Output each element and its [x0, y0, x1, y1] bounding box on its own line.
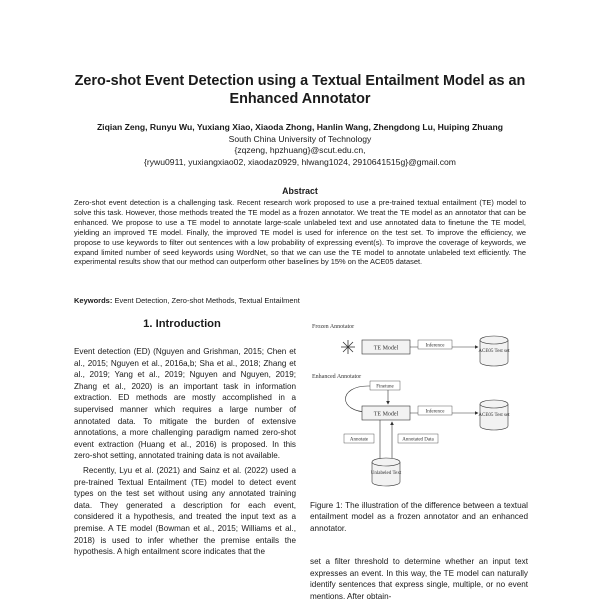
- annotated-data-label: Annotated Data: [402, 437, 434, 443]
- annotate-label: Annotate: [349, 437, 369, 443]
- right-column-text: set a filter threshold to determine whether an input text expresses an event. In this way, the TE model can naturally identify sentences that express single, multiple, or no event mentions. After obtain-: [310, 557, 528, 601]
- intro-paragraph-2: Recently, Lyu et al. (2021) and Sainz et al. (2022) used a pre-trained Textual Entailment (TE) model to detect event types on the test set without using any annotated training data. They generated a description for each event, considered it a hypothesis, and treated the input text as a premise. A TE model (Bowman et al., 2015; Williams et al., 2018) is used to infer whether the premise entails the hypothesis. A high entailment score indicates that the: [74, 465, 296, 557]
- te-model-label-enhanced: TE Model: [373, 411, 399, 418]
- figure-1-diagram: [308, 316, 528, 488]
- finetune-label: Finetune: [376, 384, 394, 390]
- unlabeled-text-cylinder: [371, 458, 402, 486]
- snowflake-icon: [341, 340, 355, 354]
- enhanced-annotator-label: Enhanced Annotator: [312, 374, 362, 380]
- paper-title: Zero-shot Event Detection using a Textual Entailment Model as an Enhanced Annotator: [74, 73, 526, 107]
- keywords-text: Event Detection, Zero-shot Methods, Textual Entailment: [114, 296, 300, 305]
- te-model-label-frozen: TE Model: [373, 345, 399, 352]
- author-names: Ziqian Zeng, Runyu Wu, Yuxiang Xiao, Xiaoda Zhong, Hanlin Wang, Zhengdong Lu, Huiping Zhuang: [96, 122, 504, 132]
- author-block: [40, 122, 560, 168]
- inference-label-frozen: Inference: [425, 343, 445, 349]
- affiliation: South China University of Technology: [228, 133, 372, 144]
- frozen-annotator-label: Frozen Annotator: [312, 324, 355, 330]
- figure-caption: Figure 1: The illustration of the difference between a textual entailment model as a frozen annotator and an enhanced annotator.: [310, 501, 528, 533]
- figure-1: [308, 316, 528, 488]
- abstract-text: Zero-shot event detection is a challenging task. Recent research work proposed to use a pre-trained textual entailment (TE) model to solve this task. However, those methods treated the TE model as a frozen annotator. We treat the TE model as an annotator that can be enhanced. We propose to use a TE model to annotate large-scale unlabeled text and use annotated data to finetune the TE model, yielding an improved TE model. Finally, the improved TE model is used for inference on the test set. To improve the efficiency, we propose to use keywords to filter out sentences with a low probability of expressing event(s). To improve the coverage of keywords, we expand limited number of seed keywords using WordNet, so that we can use the TE model to annotate unlabeled text efficiently. The experimental results show that our method can outperform other baselines by 15% on the ACE05 dataset.: [74, 198, 526, 267]
- keywords-line: [74, 296, 526, 305]
- test-set-label-frozen: ACE05 Test set: [478, 349, 510, 354]
- unlabeled-text-label: Unlabeled Text: [370, 471, 402, 476]
- test-set-cylinder-enhanced: [478, 400, 510, 430]
- keywords-label: Keywords:: [74, 296, 113, 305]
- test-set-label-enhanced: ACE05 Test set: [478, 413, 510, 418]
- emails-line-1: {zqzeng, hpzhuang}@scut.edu.cn,: [234, 145, 366, 155]
- abstract-heading: Abstract: [282, 186, 318, 196]
- test-set-cylinder-frozen: [478, 336, 510, 366]
- section-title: 1. Introduction: [143, 318, 221, 330]
- emails-line-2: {rywu0911, yuxiangxiao02, xiaodaz0929, hlwang1024, 2910641515g}@gmail.com: [144, 156, 456, 167]
- intro-paragraph-1: Event detection (ED) (Nguyen and Grishman, 2015; Chen et al., 2015; Nguyen et al., 2016a,b; Sha et al., 2018; Zhang et al., 2019; Yang et al., 2019; Nguyen and Nguyen, 2019; Zhang et al., 2020) is an important task in information extraction. ED methods are mostly accomplished in a supervised manner which requires a large number of annotated data. To mitigate the burden of extensive annotations, a more challenging paradigm named zero-shot event extraction (Huang et al., 2016) is proposed. In this zero-shot setting, annotated training data is not available.: [74, 347, 296, 461]
- inference-label-enhanced: Inference: [425, 409, 445, 415]
- left-column: [74, 346, 296, 561]
